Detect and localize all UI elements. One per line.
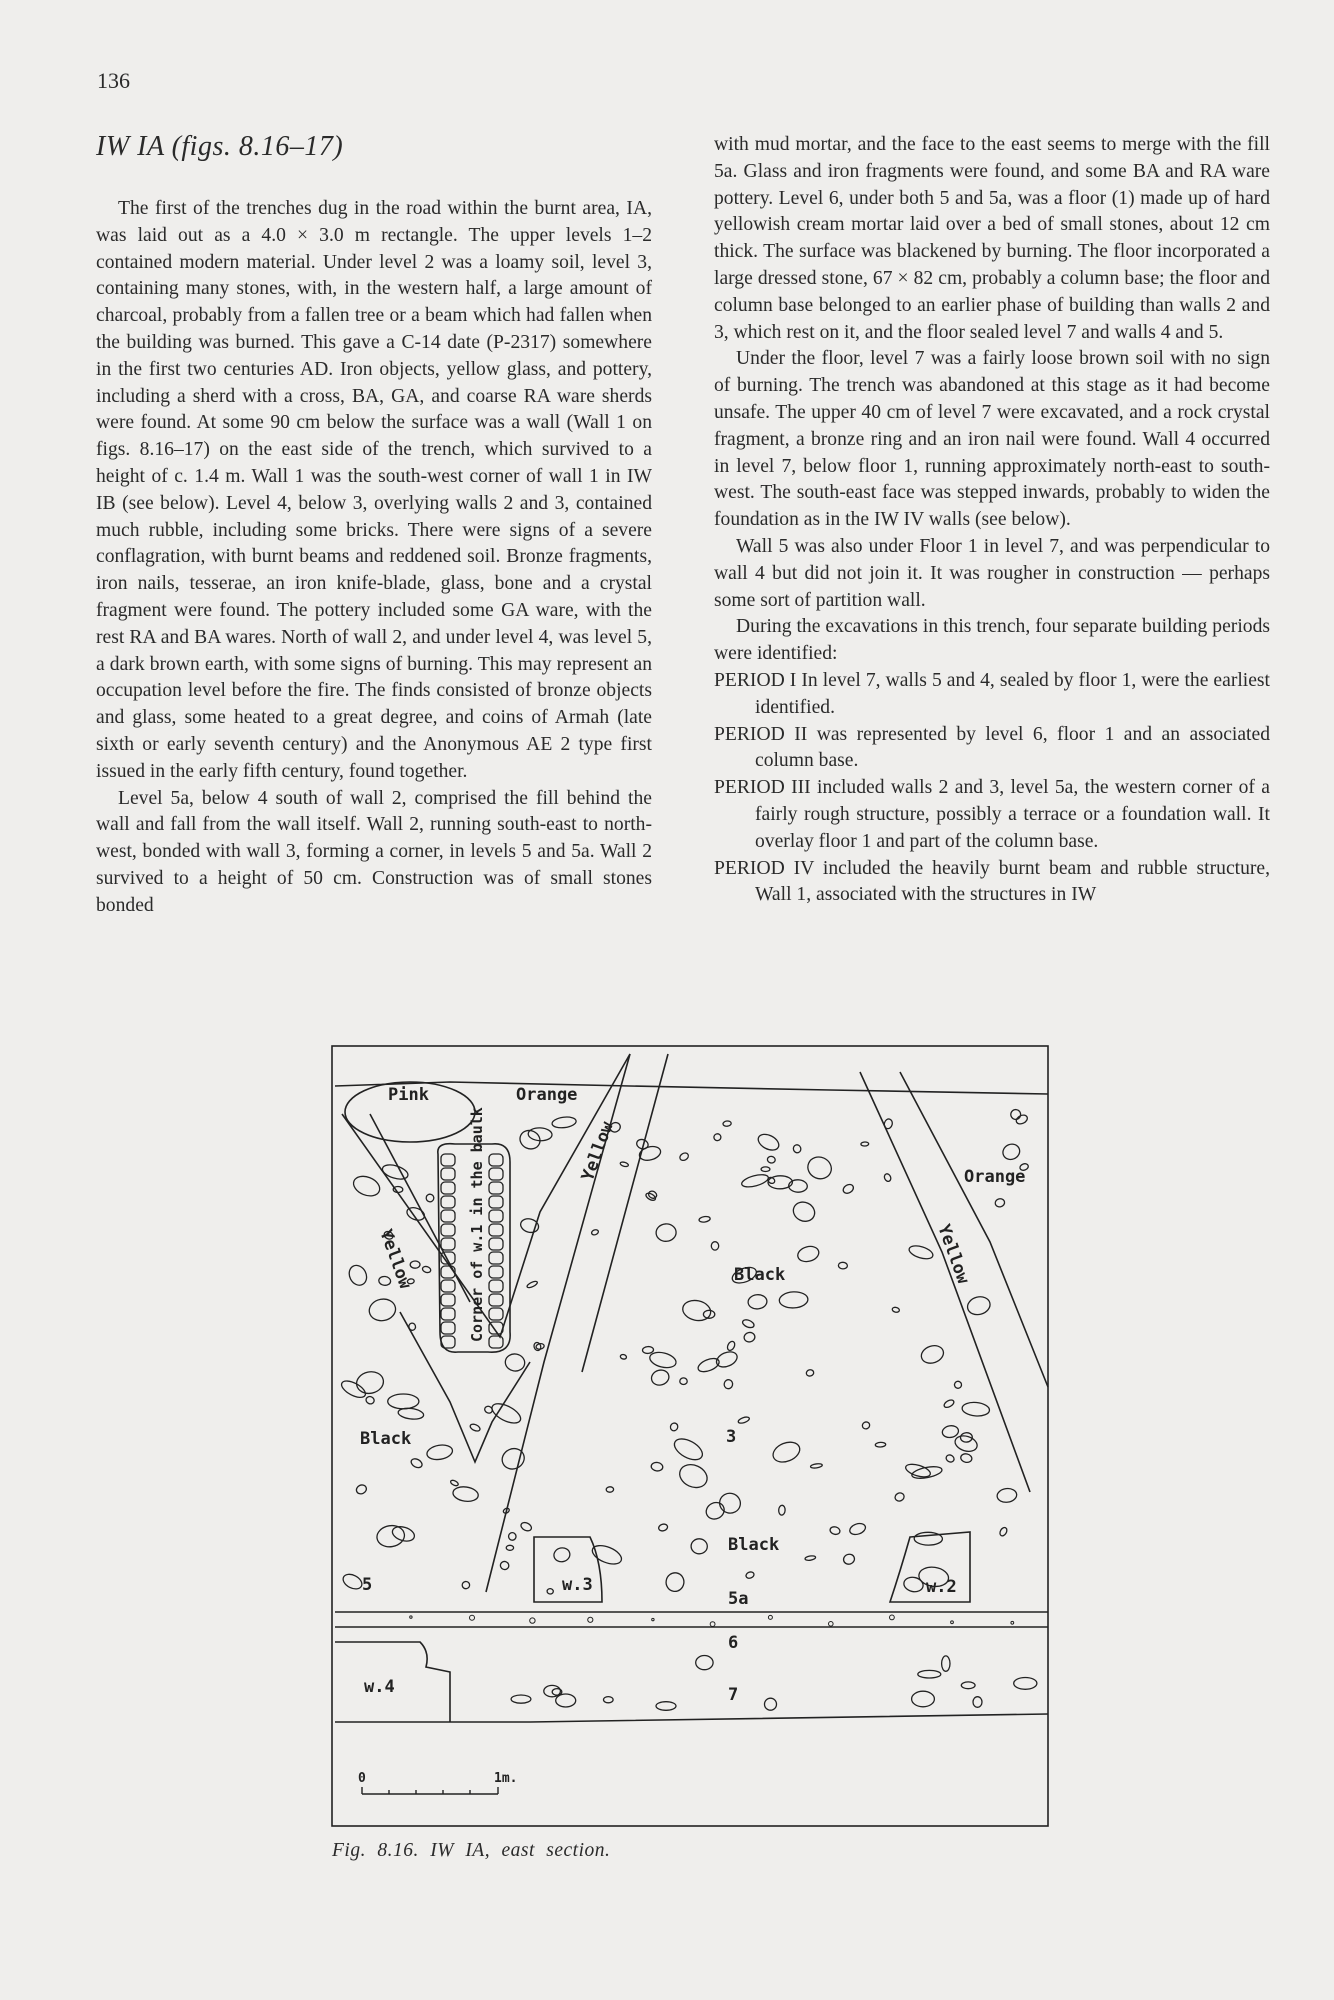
- stone: [365, 1395, 375, 1405]
- section-drawing: [330, 1042, 1050, 1828]
- stone: [894, 1491, 906, 1502]
- pebble: [1011, 1621, 1014, 1624]
- stone: [1009, 1108, 1022, 1121]
- wall-stone: [489, 1224, 503, 1236]
- wall-stone: [489, 1168, 503, 1180]
- stone: [996, 1487, 1017, 1503]
- scale-label-1m: 1m.: [494, 1771, 518, 1786]
- label-wall-3: w.3: [562, 1575, 593, 1595]
- stone: [829, 1526, 841, 1536]
- stone: [680, 1378, 687, 1385]
- stone: [351, 1173, 383, 1200]
- stone: [778, 1505, 785, 1515]
- stone: [919, 1343, 946, 1366]
- stone: [526, 1280, 538, 1289]
- stone: [341, 1571, 365, 1591]
- stone: [511, 1695, 531, 1703]
- stone: [691, 1538, 708, 1554]
- floor-pebbles: [410, 1613, 1050, 1628]
- stone: [804, 1153, 834, 1182]
- stone: [796, 1244, 820, 1264]
- wall-stone: [489, 1154, 503, 1166]
- stone: [792, 1144, 802, 1154]
- wall-stone: [489, 1238, 503, 1250]
- wall-stone: [441, 1182, 455, 1194]
- pebble: [951, 1621, 954, 1624]
- stone: [469, 1423, 481, 1433]
- pebble: [470, 1615, 475, 1620]
- stone: [462, 1581, 471, 1589]
- stone: [635, 1138, 649, 1150]
- stone: [590, 1542, 624, 1568]
- stone: [355, 1369, 386, 1396]
- pebble: [829, 1622, 834, 1627]
- label-level-7: 7: [728, 1685, 739, 1705]
- stone: [553, 1547, 571, 1564]
- paragraph: Under the floor, level 7 was a fairly loose brown soil with no sign of burning. The trench was abandoned at this stage as it had become unsafe. The upper 40 cm of level 7 were excavated, and a rock crystal fragment, a bronze ring and an iron nail were found. Wall 4 occurred in level 7, below floor 1, running approximately north-east to south-west. The south-east face was stepped inwards, probably to widen the foundation as in the IW IV walls (see below).: [714, 348, 1270, 531]
- stone: [790, 1199, 818, 1225]
- pebble: [410, 1616, 412, 1618]
- label-yellow-left: Yellow: [375, 1226, 416, 1292]
- stone: [770, 1438, 803, 1465]
- stone: [606, 1487, 614, 1493]
- stone: [810, 1463, 822, 1469]
- stone: [892, 1307, 900, 1313]
- stone: [953, 1433, 979, 1454]
- stone: [994, 1198, 1005, 1208]
- period-entry: PERIOD II was represented by level 6, floor 1 and an associated column base.: [714, 723, 1270, 772]
- stone: [591, 1229, 599, 1236]
- figure-frame: [332, 1046, 1048, 1826]
- pebble: [652, 1618, 654, 1620]
- period-entry: PERIOD III included walls 2 and 3, level 5a, the western corner of a fairly rough structure, possibly a terrace or a foundation wall. It overlay floor 1 and part of the column base.: [714, 777, 1270, 852]
- label-wall-2: w.2: [926, 1577, 957, 1597]
- stone: [713, 1133, 721, 1141]
- wall-stone: [441, 1168, 455, 1180]
- stone: [838, 1262, 847, 1269]
- wall-stone: [441, 1238, 455, 1250]
- stone: [945, 1454, 955, 1464]
- wall-stone: [489, 1266, 503, 1278]
- stone: [942, 1656, 950, 1671]
- stone: [726, 1340, 736, 1351]
- stone: [941, 1424, 959, 1438]
- rubble-stones: [339, 1108, 1037, 1710]
- label-black-bottom: Black: [728, 1535, 780, 1555]
- page-number: 136: [97, 68, 130, 93]
- stone: [450, 1479, 459, 1487]
- wall-stone: [441, 1308, 455, 1320]
- wall-stone: [489, 1294, 503, 1306]
- stone: [908, 1243, 935, 1261]
- stone: [954, 1381, 963, 1390]
- stone: [723, 1121, 732, 1127]
- paragraph: with mud mortar, and the face to the east seems to merge with the fill 5a. Glass and iron fragments were found, and some BA and RA ware pottery. Level 6, under both 5 and 5a, was a floor (1) made up of hard yellowish cream mortar laid over a bed of small stones, about 12 cm thick. The surface was blackened by burning. The floor incorporated a large dressed stone, 67 × 82 cm, probably a column base; the floor and column base belonged to an earlier phase of building than walls 2 and 3, which rest on it, and the floor sealed level 7 and walls 4 and 5.: [714, 134, 1270, 343]
- wall-stone: [489, 1308, 503, 1320]
- yellow-deposit-left: [342, 1054, 630, 1337]
- stone: [398, 1407, 425, 1420]
- wall-stone: [441, 1196, 455, 1208]
- stone: [912, 1691, 935, 1707]
- stone: [743, 1331, 756, 1343]
- stone: [911, 1465, 943, 1481]
- stone: [745, 1571, 755, 1579]
- stone: [656, 1223, 677, 1242]
- pebble: [890, 1615, 895, 1620]
- stone: [669, 1422, 679, 1432]
- stone: [520, 1521, 533, 1532]
- stone: [842, 1553, 856, 1566]
- stone: [426, 1443, 454, 1461]
- stone: [658, 1523, 669, 1532]
- stone: [805, 1555, 816, 1561]
- wall-stone: [489, 1336, 503, 1348]
- label-yellow-right: Yellow: [933, 1221, 974, 1287]
- wall-stone: [441, 1154, 455, 1166]
- stone: [1014, 1678, 1037, 1690]
- stone: [738, 1416, 751, 1425]
- stone: [656, 1702, 676, 1711]
- label-orange-left: Orange: [516, 1085, 578, 1105]
- stone: [378, 1276, 391, 1286]
- stone: [740, 1172, 769, 1189]
- wall-stone: [489, 1252, 503, 1264]
- stone: [914, 1532, 942, 1545]
- ground-line: [335, 1082, 1048, 1094]
- period-entry: PERIOD I In level 7, walls 5 and 4, sealed by floor 1, were the earliest identified.: [714, 669, 1270, 718]
- label-level-6: 6: [728, 1633, 739, 1653]
- stone: [425, 1193, 435, 1203]
- stone: [962, 1401, 990, 1417]
- stone: [422, 1265, 432, 1273]
- wall-stone: [489, 1280, 503, 1292]
- paragraph: Wall 5 was also under Floor 1 in level 7, and was perpendicular to wall 4 but did not join it. It was rougher in construction — perhaps some sort of partition wall.: [714, 535, 1270, 611]
- label-pink: Pink: [388, 1085, 429, 1105]
- label-level-3: 3: [726, 1427, 737, 1447]
- stone: [999, 1526, 1009, 1537]
- period-entry: PERIOD IV included the heavily burnt beam and rubble structure, Wall 1, associated with the structures in IW: [714, 857, 1270, 906]
- paragraph: Level 5a, below 4 south of wall 2, comprised the fill behind the wall and fall from the wall itself. Wall 2, running south-east to north-west, bonded with wall 3, forming a corner, in levels 5 and 5a. Wall 2 survived to a height of 50 cm. Construction was of small stones bonded: [96, 787, 652, 916]
- left-column: [96, 130, 652, 920]
- wall-stone: [441, 1210, 455, 1222]
- stone: [355, 1483, 368, 1495]
- stone: [756, 1131, 782, 1153]
- label-wall-4: w.4: [364, 1677, 395, 1697]
- figure-caption: Fig. 8.16. IW IA, east section.: [332, 1840, 611, 1861]
- stone: [723, 1379, 733, 1390]
- stone: [842, 1183, 855, 1195]
- stone: [973, 1697, 982, 1708]
- scale-label-zero: 0: [358, 1771, 366, 1786]
- stone: [767, 1156, 776, 1164]
- stone: [918, 1670, 941, 1678]
- stone: [676, 1460, 711, 1491]
- stone: [410, 1457, 424, 1469]
- label-level-5a: 5a: [728, 1589, 749, 1609]
- stone: [903, 1576, 925, 1594]
- stone: [1015, 1113, 1029, 1125]
- stone: [367, 1297, 397, 1323]
- stone: [648, 1350, 677, 1370]
- stone: [556, 1694, 576, 1707]
- stone: [699, 1216, 711, 1223]
- stone: [650, 1368, 671, 1387]
- stone: [508, 1532, 516, 1540]
- stone: [665, 1571, 686, 1592]
- stone: [620, 1161, 629, 1167]
- pebble: [710, 1622, 715, 1627]
- stone: [679, 1152, 690, 1162]
- stone: [875, 1442, 886, 1447]
- stone: [504, 1352, 526, 1372]
- stone: [696, 1656, 713, 1670]
- paragraph: The first of the trenches dug in the road within the burnt area, IA, was laid out as a 4.0 × 3.0 m rectangle. The upper levels 1–2 contained modern material. Under level 2 was a loamy soil, level 3, containing many stones, with, in the western half, a large amount of charcoal, probably from a fallen tree or a beam which had fallen when the building was burned. This gave a C-14 date (P-2317) somewhere in the first two centuries AD. Iron objects, yellow glass, and pottery, including a sherd with a cross, BA, GA, and coarse RA ware sherds were found. At some 90 cm below the surface was a wall (Wall 1 on figs. 8.16–17) on the east side of the trench, which survived to a height of c. 1.4 m. Wall 1 was the south-west corner of wall 1 in IW IB (see below). Level 4, below 3, overlying walls 2 and 3, contained much rubble, including some bricks. There were signs of a severe conflagration, with burnt beams and reddened soil. Bronze fragments, iron nails, tesserae, an iron knife-blade, glass, bone and a crystal fragment were found. The pottery included some GA ware, with the rest RA and BA wares. North of wall 2, and under level 4, was level 5, a dark brown earth, with some signs of burning. This may represent an occupation level before the fire. The finds consisted of bronze objects and glass, some heated to a great degree, and coins of Armah (late sixth or early seventh century) and the Anonymous AE 2 type first issued in the early fifth century, found together.: [96, 198, 652, 782]
- section-drawing-figure: [330, 1042, 1050, 1828]
- stone: [904, 1462, 932, 1480]
- wall-stone: [441, 1322, 455, 1334]
- stone: [604, 1697, 614, 1703]
- stone: [806, 1369, 815, 1377]
- right-column: [714, 132, 1270, 909]
- stone: [346, 1262, 370, 1288]
- pebble: [530, 1618, 535, 1623]
- stone: [381, 1162, 410, 1182]
- stone: [761, 1167, 770, 1172]
- stone: [883, 1173, 892, 1183]
- stone: [375, 1524, 406, 1549]
- wall-stone: [489, 1182, 503, 1194]
- label-level-5: 5: [362, 1575, 373, 1595]
- section-heading: IW IA (figs. 8.16–17): [96, 131, 344, 162]
- stone: [741, 1318, 755, 1329]
- stone: [620, 1354, 627, 1360]
- stone: [711, 1242, 718, 1250]
- stone: [551, 1116, 576, 1129]
- wall-stone: [489, 1196, 503, 1208]
- stone: [452, 1485, 479, 1503]
- label-orange-right: Orange: [964, 1167, 1026, 1187]
- stone: [388, 1394, 419, 1409]
- stone: [547, 1588, 554, 1594]
- stone: [339, 1378, 368, 1401]
- label-black-center: Black: [734, 1265, 786, 1285]
- stone: [961, 1682, 975, 1689]
- stone: [717, 1491, 742, 1516]
- wall-stone: [441, 1266, 455, 1278]
- stone: [489, 1400, 523, 1427]
- stone: [651, 1462, 664, 1472]
- stone: [848, 1522, 867, 1537]
- label-yellow-center: Yellow: [577, 1119, 618, 1184]
- stone: [499, 1560, 510, 1571]
- stone: [779, 1291, 808, 1308]
- stone: [410, 1261, 420, 1268]
- stone: [788, 1179, 807, 1192]
- scale-bar: [362, 1787, 498, 1794]
- stone: [748, 1294, 768, 1310]
- label-black-left: Black: [360, 1429, 412, 1449]
- label-baulk: Corner of w.1 in the baulk: [468, 1107, 486, 1342]
- wall-stone: [441, 1224, 455, 1236]
- stone: [960, 1453, 973, 1464]
- pebble: [588, 1617, 593, 1622]
- wall-stone: [441, 1280, 455, 1292]
- stone: [642, 1346, 653, 1354]
- stone: [966, 1294, 993, 1317]
- stone: [861, 1421, 871, 1430]
- paragraph: During the excavations in this trench, four separate building periods were identified:: [714, 616, 1270, 665]
- pebble: [768, 1615, 772, 1619]
- stone: [671, 1435, 706, 1464]
- stone: [499, 1445, 528, 1472]
- wall-stone: [489, 1210, 503, 1222]
- stone: [943, 1399, 955, 1409]
- yellow-band-right: [860, 1072, 1030, 1492]
- stone: [506, 1545, 513, 1550]
- stone: [765, 1698, 777, 1710]
- wall-stone: [441, 1294, 455, 1306]
- stone: [1001, 1142, 1023, 1162]
- stone: [861, 1142, 869, 1146]
